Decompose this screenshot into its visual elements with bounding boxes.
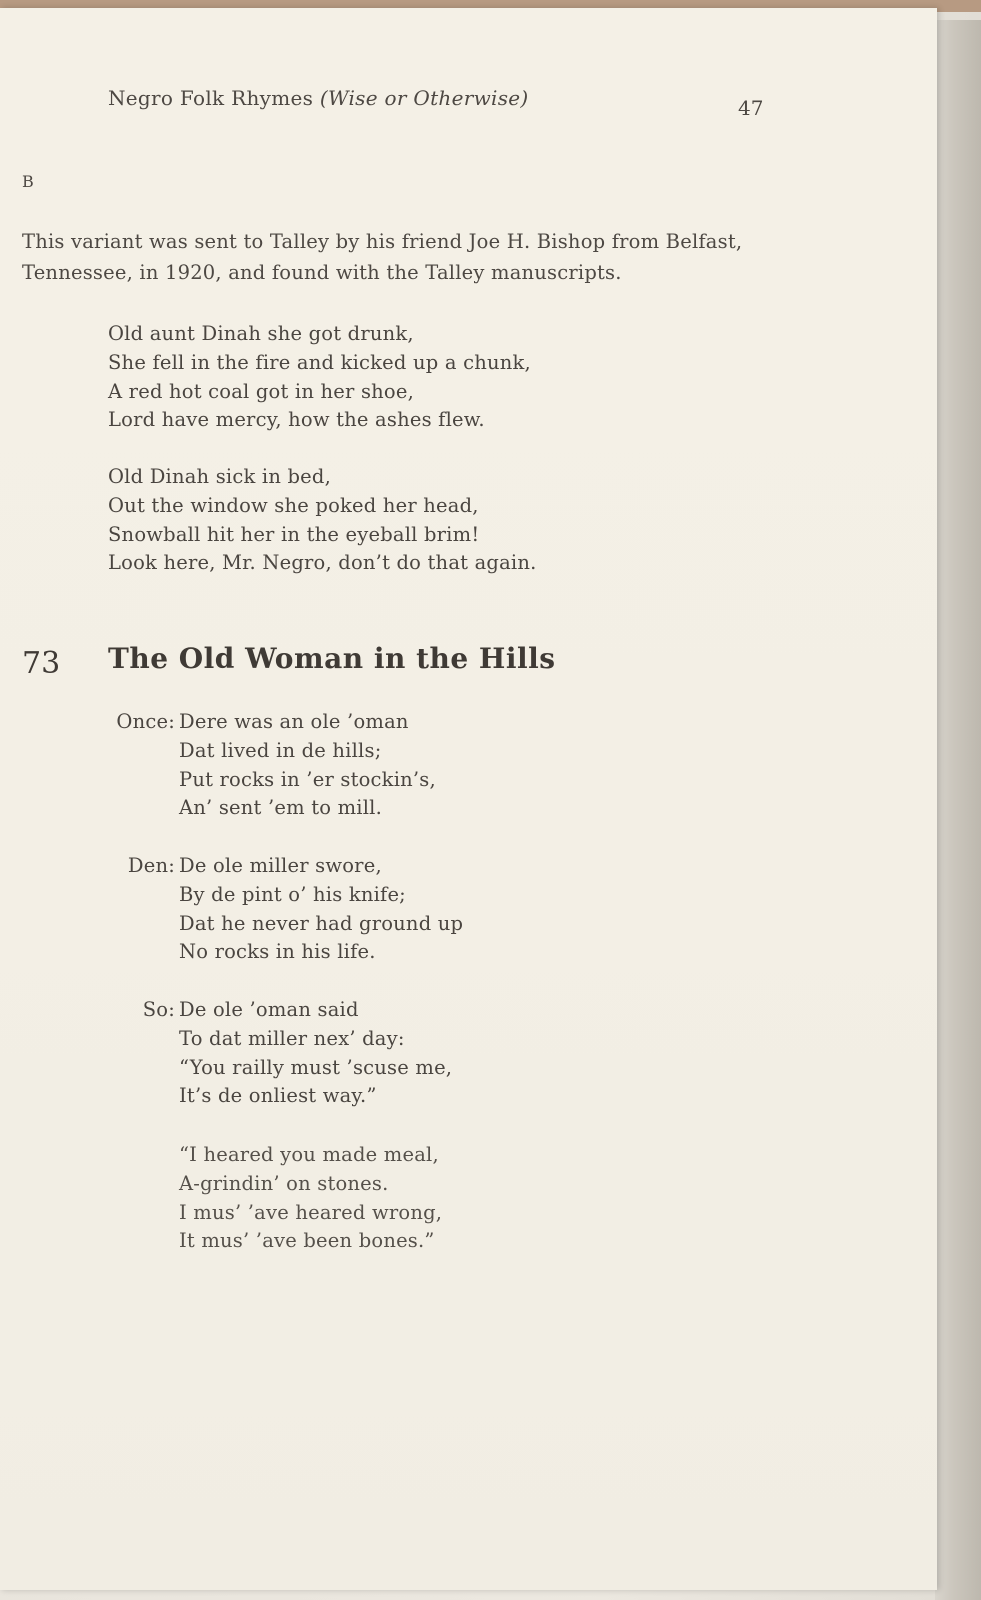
verse-line: By de pint o’ his knife;	[179, 882, 406, 906]
verse-line: “You railly must ’scuse me,	[179, 1055, 453, 1079]
intro-line: Tennessee, in 1920, and found with the Talley manuscripts.	[22, 261, 622, 284]
verse-line: No rocks in his life.	[179, 940, 376, 964]
variant-intro-paragraph	[22, 226, 782, 288]
verse-line: It mus’ ’ave been bones.”	[179, 1229, 435, 1253]
verse-line: She fell in the fire and kicked up a chunk,	[108, 350, 531, 374]
verse-line: Look here, Mr. Negro, don’t do that again.	[108, 551, 537, 575]
verse-line: An’ sent ’em to mill.	[179, 796, 382, 820]
speaker-label: Once:	[116, 710, 175, 733]
verse-line: It’s de onliest way.”	[179, 1084, 377, 1108]
book-page-edges	[935, 20, 981, 1600]
stanza-lines	[179, 708, 436, 823]
verse-line: Dat he never had ground up	[179, 911, 464, 935]
speaker-label: So:	[142, 998, 175, 1021]
book-page	[0, 8, 937, 1590]
variant-stanza-2	[108, 463, 537, 578]
running-head-title: Negro Folk Rhymes	[108, 86, 314, 110]
verse-line: “I heared you made meal,	[179, 1143, 439, 1166]
verse-line: Put rocks in ’er stockin’s,	[179, 767, 436, 791]
running-head-subtitle: (Wise or Otherwise)	[319, 86, 529, 110]
verse-line: Out the window she poked her head,	[108, 493, 479, 517]
verse-line: Snowball hit her in the eyeball brim!	[108, 522, 480, 546]
verse-line: I mus’ ’ave heared wrong,	[179, 1200, 443, 1224]
variant-letter: B	[22, 172, 34, 191]
verse-line: A-grindin’ on stones.	[179, 1171, 389, 1195]
entry-title: The Old Woman in the Hills	[108, 642, 556, 675]
stanza-lines	[179, 852, 463, 967]
intro-line: This variant was sent to Talley by his friend Joe H. Bishop from Belfast,	[22, 230, 743, 253]
verse-line: Dere was an ole ’oman	[179, 710, 409, 733]
verse-line: A red hot coal got in her shoe,	[108, 379, 414, 403]
entry-number: 73	[22, 646, 61, 681]
running-head	[108, 86, 529, 110]
verse-line: To dat miller nex’ day:	[179, 1026, 405, 1050]
verse-line: Lord have mercy, how the ashes flew.	[108, 408, 485, 432]
stanza-lines	[179, 996, 452, 1111]
verse-line: Dat lived in de hills;	[179, 738, 382, 762]
verse-line: De ole miller swore,	[179, 854, 382, 877]
page-number: 47	[738, 96, 764, 120]
verse-line: Old aunt Dinah she got drunk,	[108, 322, 414, 345]
speaker-label: Den:	[127, 854, 175, 877]
verse-line: De ole ’oman said	[179, 998, 359, 1021]
stanza-lines	[179, 1141, 442, 1256]
variant-stanza-1	[108, 320, 531, 435]
verse-line: Old Dinah sick in bed,	[108, 465, 331, 488]
